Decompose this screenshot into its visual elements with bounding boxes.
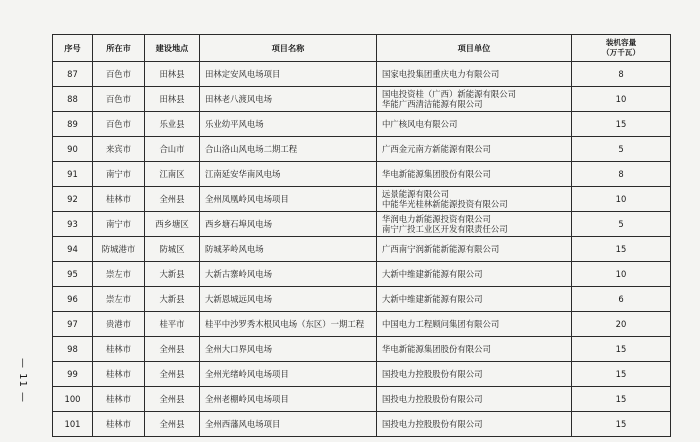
- cell-city: 百色市: [93, 112, 145, 137]
- cell-seq: 93: [53, 212, 93, 237]
- cell-capacity: 6: [572, 287, 671, 312]
- table-row: [53, 112, 671, 137]
- project-table: [52, 34, 671, 437]
- cell-capacity: 15: [572, 112, 671, 137]
- cell-site: 江南区: [145, 162, 200, 187]
- cell-company: [377, 362, 572, 387]
- cell-seq: 101: [53, 412, 93, 437]
- cell-capacity: 10: [572, 187, 671, 212]
- cell-capacity: 5: [572, 137, 671, 162]
- header-name: 项目名称: [200, 35, 377, 62]
- cell-site: 乐业县: [145, 112, 200, 137]
- company-line: 中国电力工程顾问集团有限公司: [382, 319, 500, 329]
- table-row: [53, 212, 671, 237]
- header-site: 建设地点: [145, 35, 200, 62]
- cell-city: 桂林市: [93, 412, 145, 437]
- cell-city: 来宾市: [93, 137, 145, 162]
- company-line: 华电新能源集团股份有限公司: [382, 344, 491, 354]
- cell-name: 全州大口界风电场: [200, 337, 377, 362]
- cell-company: [377, 262, 572, 287]
- cell-site: 全州县: [145, 187, 200, 212]
- cell-capacity: 15: [572, 412, 671, 437]
- cell-company: [377, 162, 572, 187]
- cell-capacity: 10: [572, 262, 671, 287]
- table-row: [53, 362, 671, 387]
- cell-seq: 98: [53, 337, 93, 362]
- cell-seq: 95: [53, 262, 93, 287]
- cell-company: [377, 112, 572, 137]
- project-table-container: [52, 34, 670, 437]
- cell-seq: 88: [53, 87, 93, 112]
- table-row: [53, 337, 671, 362]
- table-row: [53, 412, 671, 437]
- cell-seq: 94: [53, 237, 93, 262]
- cell-capacity: 15: [572, 362, 671, 387]
- company-line: 广西金元南方新能源有限公司: [382, 144, 491, 154]
- cell-site: 全州县: [145, 412, 200, 437]
- cell-capacity: 10: [572, 87, 671, 112]
- cell-capacity: 15: [572, 387, 671, 412]
- cell-site: 西乡塘区: [145, 212, 200, 237]
- cell-company: [377, 287, 572, 312]
- company-line: 国投电力控股股份有限公司: [382, 419, 483, 429]
- cell-city: 崇左市: [93, 262, 145, 287]
- company-line: 国家电投集团重庆电力有限公司: [382, 69, 500, 79]
- cell-site: 桂平市: [145, 312, 200, 337]
- company-line: 远景能源有限公司: [382, 189, 449, 199]
- cell-company: [377, 212, 572, 237]
- cell-name: 西乡塘石埠风电场: [200, 212, 377, 237]
- page-number: — 11 —: [17, 357, 29, 403]
- cell-site: 田林县: [145, 87, 200, 112]
- header-capacity: [572, 35, 671, 62]
- cell-site: 田林县: [145, 62, 200, 87]
- company-line: 国电投资桂（广西）新能源有限公司: [382, 89, 516, 99]
- company-line: 华润电力新能源投资有限公司: [382, 214, 491, 224]
- table-row: [53, 137, 671, 162]
- cell-seq: 91: [53, 162, 93, 187]
- cell-company: [377, 137, 572, 162]
- company-line: 国投电力控股股份有限公司: [382, 369, 483, 379]
- cell-company: [377, 387, 572, 412]
- cell-company: [377, 237, 572, 262]
- table-row: [53, 62, 671, 87]
- cell-city: 贵港市: [93, 312, 145, 337]
- cell-site: 防城区: [145, 237, 200, 262]
- company-line: 华电新能源集团股份有限公司: [382, 169, 491, 179]
- company-line: 国投电力控股股份有限公司: [382, 394, 483, 404]
- cell-company: [377, 87, 572, 112]
- cell-capacity: 5: [572, 212, 671, 237]
- cell-company: [377, 337, 572, 362]
- table-row: [53, 262, 671, 287]
- cell-city: 桂林市: [93, 187, 145, 212]
- table-body: [53, 62, 671, 437]
- cell-name: 田林老八渡风电场: [200, 87, 377, 112]
- table-row: [53, 287, 671, 312]
- header-city: 所在市: [93, 35, 145, 62]
- company-line: 南宁广投工业区开发有限责任公司: [382, 224, 508, 234]
- cell-seq: 87: [53, 62, 93, 87]
- cell-seq: 100: [53, 387, 93, 412]
- table-row: [53, 312, 671, 337]
- cell-site: 合山市: [145, 137, 200, 162]
- company-line: 华能广西清洁能源有限公司: [382, 99, 483, 109]
- table-row: [53, 387, 671, 412]
- cell-seq: 96: [53, 287, 93, 312]
- header-seq: 序号: [53, 35, 93, 62]
- cell-name: 全州西藩风电场项目: [200, 412, 377, 437]
- table-row: [53, 237, 671, 262]
- cell-city: 百色市: [93, 62, 145, 87]
- cell-city: 防城港市: [93, 237, 145, 262]
- cell-site: 全州县: [145, 337, 200, 362]
- cell-capacity: 8: [572, 62, 671, 87]
- company-line: 大新中维建新能源有限公司: [382, 294, 483, 304]
- cell-seq: 89: [53, 112, 93, 137]
- cell-capacity: 15: [572, 337, 671, 362]
- cell-city: 桂林市: [93, 387, 145, 412]
- table-header-row: [53, 35, 671, 62]
- cell-capacity: 15: [572, 237, 671, 262]
- cell-name: 江南延安华南风电场: [200, 162, 377, 187]
- header-company: 项目单位: [377, 35, 572, 62]
- cell-city: 崇左市: [93, 287, 145, 312]
- cell-city: 桂林市: [93, 337, 145, 362]
- cell-city: 百色市: [93, 87, 145, 112]
- cell-city: 南宁市: [93, 162, 145, 187]
- company-line: 中能华光桂林新能源投资有限公司: [382, 199, 508, 209]
- cell-name: 大新恩城远风电场: [200, 287, 377, 312]
- cell-name: 大新古寨岭风电场: [200, 262, 377, 287]
- header-capacity-label: 装机容量: [605, 38, 637, 47]
- cell-seq: 90: [53, 137, 93, 162]
- cell-company: [377, 312, 572, 337]
- cell-name: 全州老棚岭风电场项目: [200, 387, 377, 412]
- cell-site: 全州县: [145, 362, 200, 387]
- cell-site: 全州县: [145, 387, 200, 412]
- cell-company: [377, 62, 572, 87]
- cell-seq: 92: [53, 187, 93, 212]
- cell-city: 桂林市: [93, 362, 145, 387]
- cell-name: 合山洛山风电场二期工程: [200, 137, 377, 162]
- cell-company: [377, 412, 572, 437]
- cell-city: 南宁市: [93, 212, 145, 237]
- cell-name: 全州光绪岭风电场项目: [200, 362, 377, 387]
- cell-capacity: 8: [572, 162, 671, 187]
- header-capacity-unit: （万千瓦）: [602, 48, 640, 57]
- cell-site: 大新县: [145, 287, 200, 312]
- cell-name: 桂平中沙罗秀木根风电场（东区）一期工程: [200, 312, 377, 337]
- company-line: 中广核风电有限公司: [382, 119, 458, 129]
- cell-company: [377, 187, 572, 212]
- cell-site: 大新县: [145, 262, 200, 287]
- company-line: 大新中维建新能源有限公司: [382, 269, 483, 279]
- cell-seq: 97: [53, 312, 93, 337]
- cell-seq: 99: [53, 362, 93, 387]
- table-row: [53, 162, 671, 187]
- cell-name: 乐业幼平风电场: [200, 112, 377, 137]
- cell-name: 田林定安风电场项目: [200, 62, 377, 87]
- cell-capacity: 20: [572, 312, 671, 337]
- table-row: [53, 187, 671, 212]
- company-line: 广西南宁润新能新能源有限公司: [382, 244, 500, 254]
- cell-name: 防城茅岭风电场: [200, 237, 377, 262]
- table-row: [53, 87, 671, 112]
- cell-name: 全州凤凰岭风电场项目: [200, 187, 377, 212]
